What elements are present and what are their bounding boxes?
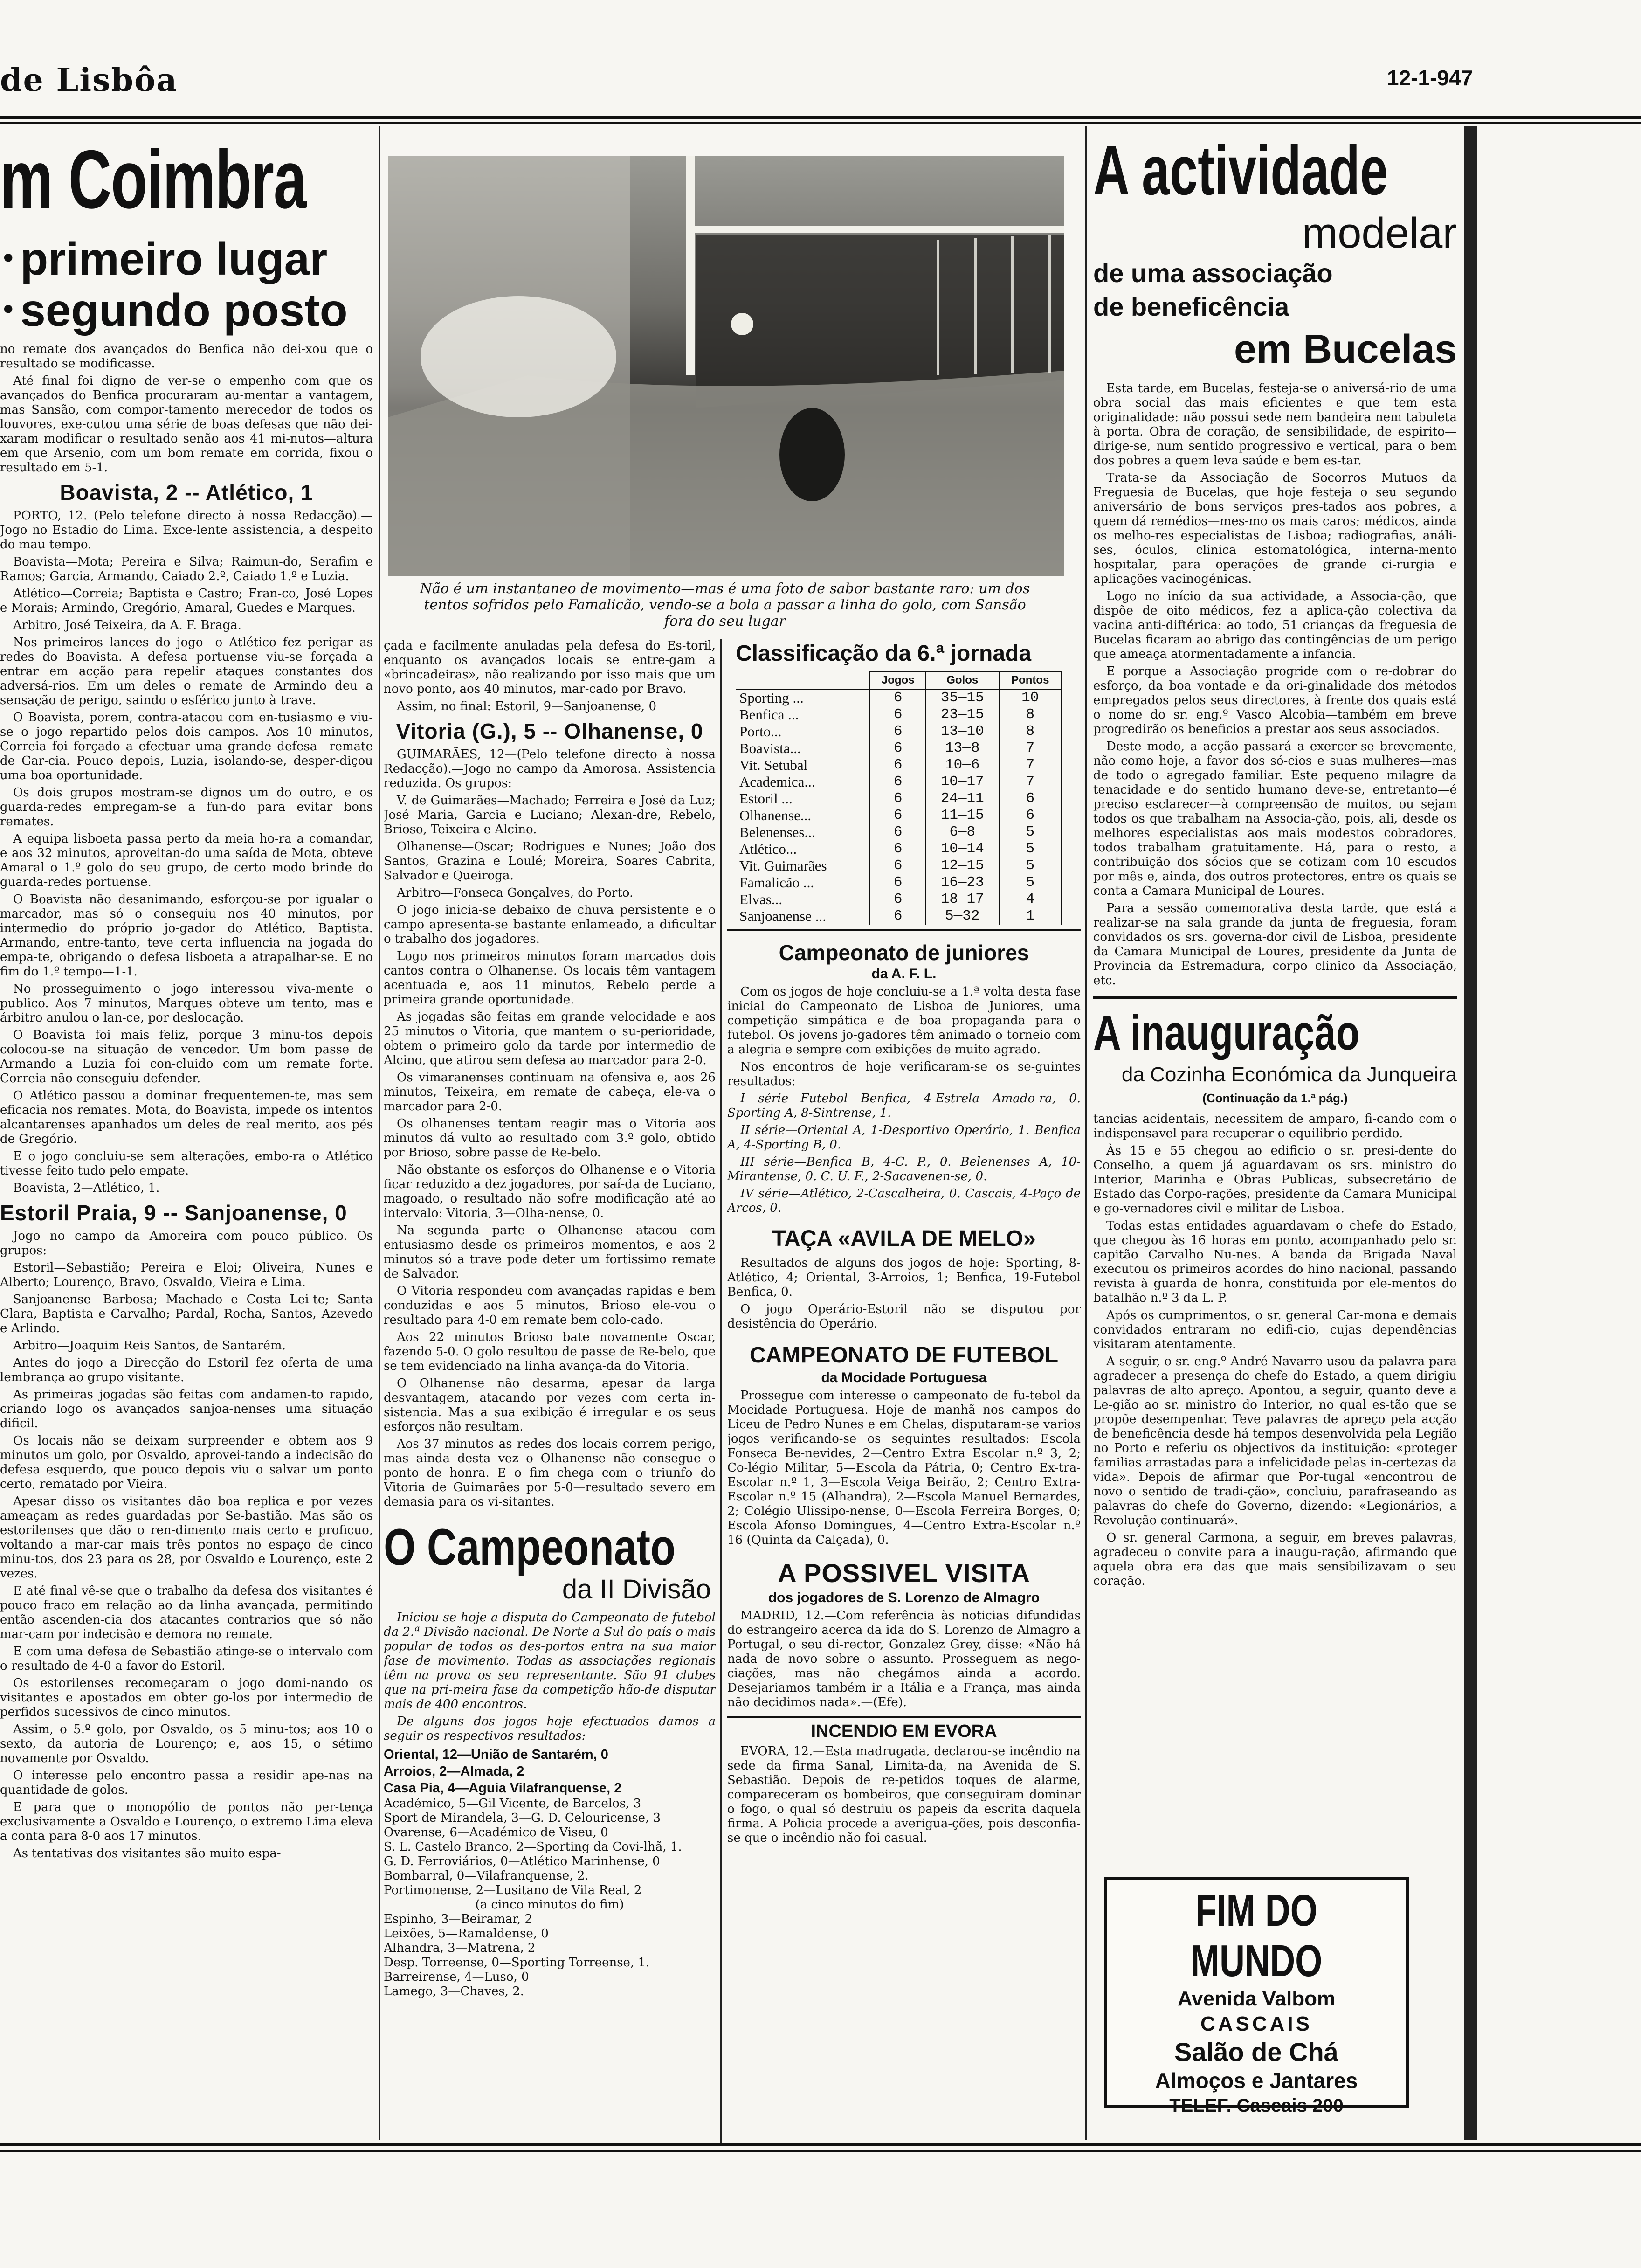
right-headline-3: de uma associação: [1093, 258, 1333, 288]
paragraph: EVORA, 12.—Esta madrugada, declarou-se incêndio na sede da firma Sanal, Limita-da, na Avenida de S. Sebastião. Depois de re-petidos toques de alarme, compareceram os bombeiros, que conseguiram dominar o fogo, o qual só destruiu os papeis da escrita daquela firma. A Policia procede a averigua-ções, pois desconfia-se que o incêndio não foi casual.: [727, 1744, 1081, 1845]
standings-cell-team: Sporting ...: [736, 689, 870, 706]
standings-cell-pontos: 1: [999, 908, 1062, 925]
standings-row: [736, 908, 1062, 925]
standings-cell-team: Olhanense...: [736, 807, 870, 824]
standings-cell-team: Academica...: [736, 774, 870, 790]
column-rule: [720, 639, 722, 2145]
standings-cell-pontos: 5: [999, 841, 1062, 857]
standings-cell-team: Boavista...: [736, 740, 870, 757]
incendio-headline: INCENDIO EM EVORA: [811, 1722, 997, 1741]
paragraph: Os olhanenses tentam reagir mas o Vitoria aos minutos dá vulto ao resultado com 3.º golo, obtido por Brioso, sobre passe de Re-belo.: [384, 1117, 716, 1160]
paragraph: Esta tarde, em Bucelas, festeja-se o aniversá-rio de uma obra social das mais eficientes e que tem esta originalidade: não possui sede nem bandeira nem tabuleta à porta. Obra de coração, de sensibilidade, de espirito—dirige-se, num sentido progressivo e vertical, para o bem dos pobres a quem leva saúde e bem es-tar.: [1093, 381, 1457, 468]
standings-cell-team: Elvas...: [736, 891, 870, 908]
paragraph: O Boavista foi mais feliz, porque 3 minu-tos depois colocou-se na situação de vencedor. Um bom passe de Armando a Luzia foi con-cluido com um remate forte. Correia não conseguiu defender.: [0, 1028, 373, 1086]
left-column: [0, 131, 373, 2136]
standings-row: [736, 757, 1062, 774]
standings-cell-jogos: 6: [870, 723, 925, 740]
standings-cell-pontos: 5: [999, 874, 1062, 891]
continuation-note: (Continuação da 1.ª pág.): [1202, 1091, 1348, 1105]
standings-cell-golos: 12—15: [926, 857, 999, 874]
paragraph: As primeiras jogadas são feitas com andamen-to rapido, criando logo os avançados sanjoa-nenses uma situação dificil.: [0, 1388, 373, 1431]
paragraph: O sr. general Carmona, a seguir, em breves palavras, agradeceu o convite para a inaugu-ração, afirmando que aquela obra era das que mais sensibilizavam o seu coração.: [1093, 1531, 1457, 1588]
result-line: Arroios, 2—Almada, 2: [384, 1764, 524, 1779]
result-line: Lamego, 3—Chaves, 2.: [384, 1984, 524, 1998]
ad-line-title: FIM DO MUNDO: [1190, 1886, 1323, 1986]
paragraph: Com os jogos de hoje concluiu-se a 1.ª volta desta fase inicial do Campeonato de Lisboa de Juniores, uma competição simpática e de boa propaganda para o futebol. Os jovens jo-gadores têm animado o torneio com a alegria e sempre com exibições de muito agrado.: [727, 985, 1081, 1057]
result-line: Académico, 5—Gil Vicente, de Barcelos, 3: [384, 1797, 641, 1811]
paragraph: Arbitro—Fonseca Gonçalves, do Porto.: [397, 886, 634, 900]
campeonato-subheadline: da II Divisão: [562, 1574, 711, 1604]
standings-cell-golos: 13—10: [926, 723, 999, 740]
standings-cell-golos: 10—6: [926, 757, 999, 774]
game-headline: Boavista, 2 -- Atlético, 1: [60, 480, 313, 505]
inauguracao-headline: A inauguração: [1093, 1005, 1360, 1060]
standings-cell-jogos: 6: [870, 874, 925, 891]
paragraph: Após os cumprimentos, o sr. general Car-mona e demais convidados entraram no edifi-cio, cujas dependências visitaram atentamente.: [1093, 1308, 1457, 1351]
paragraph: GUIMARÃES, 12—(Pelo telefone directo à nossa Redacção).—Jogo no campo da Amorosa. Assistencia reduzida. Os grupos:: [384, 747, 716, 790]
paragraph: Os locais não se deixam surpreender e obtem aos 9 minutos um golo, por Osvaldo, aprovei-tando a indecisão do defesa esquerdo, que pouco depois viu o salvar um ponto certo, rematado por Vieira.: [0, 1434, 373, 1491]
photo-scene-graphic: [388, 156, 1064, 576]
paragraph: O jogo Operário-Estoril não se disputou por desistência do Operário.: [727, 1302, 1081, 1331]
paragraph: Estoril—Sebastião; Pereira e Eloi; Oliveira, Nunes e Alberto; Lourenço, Bravo, Osvaldo, Vieira e Lima.: [0, 1261, 373, 1289]
standings-cell-jogos: 6: [870, 807, 925, 824]
ad-line: TELEF. Cascais 200: [1169, 2095, 1344, 2116]
standings-row: [736, 824, 1062, 841]
paragraph: Sanjoanense—Barbosa; Machado e Costa Lei-te; Santa Clara, Baptista e Carvalho; Pardal, Rocha, Santos, Azevedo e Arlindo.: [0, 1293, 373, 1335]
paragraph: Apesar disso os visitantes dão boa replica e por vezes ameaçam as redes guardadas por Se-bastião. Mas são os estorilenses que dão o ren-dimento mais certo e proficuo, voltando a mar-car mais três pontos no espaço de cinco minu-tos, dos 23 para os 28, por Osvaldo e Lourenço, este 2 vezes.: [0, 1494, 373, 1581]
standings-cell-jogos: 6: [870, 689, 925, 706]
paragraph: E para que o monopólio de pontos não per-tença exclusivamente a Osvaldo e Lourenço, o extremo Lima eleva a conta para 8-0 aos 17 minutos.: [0, 1800, 373, 1843]
standings-cell-jogos: 6: [870, 757, 925, 774]
standings-cell-golos: 11—15: [926, 807, 999, 824]
paragraph: Atlético—Correia; Baptista e Castro; Fran-co, José Lopes e Morais; Armindo, Gregório, Amaral, Guedes e Marques.: [0, 587, 373, 615]
standings-header: Pontos: [999, 671, 1062, 689]
ad-line: Avenida Valbom: [1177, 1987, 1336, 2010]
paragraph: E com uma defesa de Sebastião atinge-se o intervalo com o resultado de 4-0 a favor do Estoril.: [0, 1645, 373, 1673]
result-line: Desp. Torreense, 0—Sporting Torreense, 1.: [384, 1956, 650, 1970]
standings-cell-jogos: 6: [870, 891, 925, 908]
standings-cell-pontos: 4: [999, 891, 1062, 908]
standings-cell-golos: 6—8: [926, 824, 999, 841]
standings-row: [736, 841, 1062, 857]
paragraph: Todas estas entidades aguardavam o chefe do Estado, que chegou às 16 horas em ponto, acompanhado pelo sr. capitão Carvalho Nu-nes. A banda da Brigada Naval executou os primeiros acordes do hino nacional, passando revista à guarda de honra, constituida por ele-mentos do batalhão n.º 3 da L. P.: [1093, 1219, 1457, 1305]
standings-cell-jogos: 6: [870, 740, 925, 757]
standings-cell-team: Benfica ...: [736, 706, 870, 723]
column-rule: [379, 126, 380, 2140]
masthead-date: 12-1-947: [1387, 66, 1473, 90]
standings-cell-golos: 18—17: [926, 891, 999, 908]
result-line: Oriental, 12—União de Santarém, 0: [384, 1747, 608, 1762]
paragraph: Às 15 e 55 chegou ao edificio o sr. presi-dente do Conselho, a quem já aguardavam os srs. ministro do Interior, Marinha e Obras Publicas, subsecretário de Estado das Corpo-rações, presidente da Camara Municipal e go-vernadores civil e militar de Lisboa.: [1093, 1144, 1457, 1216]
paragraph: Olhanense—Oscar; Rodrigues e Nunes; João dos Santos, Grazina e Loulé; Moreira, Soares Cabrita, Salvador e Queiroga.: [384, 840, 716, 883]
page-bottom-rule-thin: [0, 2150, 1641, 2152]
result-line: Alhandra, 3—Matrena, 2: [384, 1941, 536, 1955]
result-line: (a cinco minutos do fim): [475, 1898, 624, 1912]
paragraph: Os vimaranenses continuam na ofensiva e, aos 26 minutos, Teixeira, em remate de cabeça, ele-va o marcador para 2-0.: [384, 1071, 716, 1113]
paragraph: O jogo inicia-se debaixo de chuva persistente e o campo apresenta-se bastante enlameado, a dificultar o trabalho dos jogadores.: [384, 903, 716, 946]
paragraph: II série—Oriental A, 1-Desportivo Operário, 1. Benfica A, 4-Sporting B, 0.: [727, 1123, 1081, 1152]
right-headline-2: modelar: [1302, 209, 1457, 257]
paragraph: Boavista, 2—Atlético, 1.: [13, 1181, 160, 1195]
standings-cell-pontos: 6: [999, 807, 1062, 824]
masthead-rule: [0, 116, 1641, 119]
mocidade-headline: CAMPEONATO DE FUTEBOL: [749, 1343, 1059, 1368]
standings-cell-jogos: 6: [870, 790, 925, 807]
standings-cell-team: Estoril ...: [736, 790, 870, 807]
result-line: Bombarral, 0—Vilafranquense, 2.: [384, 1869, 589, 1883]
mocidade-sub: da Mocidade Portuguesa: [821, 1370, 987, 1385]
result-line: Ovarense, 6—Académico de Viseu, 0: [384, 1825, 608, 1839]
juniores-headline: Campeonato de juniores: [779, 940, 1029, 965]
result-line: Casa Pia, 4—Aguia Vilafranquense, 2: [384, 1781, 622, 1796]
paragraph: tancias acidentais, necessitem de amparo, fi-cando com o indispensavel para recuperar o equilibrio perdido.: [1093, 1112, 1457, 1141]
bullet-icon: •: [0, 242, 17, 275]
standings-cell-pontos: 5: [999, 824, 1062, 841]
standings-row: [736, 740, 1062, 757]
inauguracao-sub: da Cozinha Económica da Junqueira: [1121, 1063, 1457, 1086]
right-headline-5: em Bucelas: [1234, 327, 1457, 372]
right-column: [1093, 131, 1457, 2136]
taca-headline: TAÇA «AVILA DE MELO»: [772, 1226, 1036, 1251]
standings-cell-pontos: 5: [999, 857, 1062, 874]
campeonato-headline: O Campeonato: [384, 1519, 676, 1576]
right-headline-4: de beneficência: [1093, 292, 1289, 321]
game-headline: Vitoria (G.), 5 -- Olhanense, 0: [396, 719, 703, 743]
standings-cell-pontos: 6: [999, 790, 1062, 807]
game-headline: Estoril Praia, 9 -- Sanjoanense, 0: [0, 1201, 347, 1225]
paragraph: I série—Futebol Benfica, 4-Estrela Amado-ra, 0. Sporting A, 8-Sintrense, 1.: [727, 1092, 1081, 1120]
standings-cell-jogos: 6: [870, 841, 925, 857]
paragraph: Assim, o 5.º golo, por Osvaldo, os 5 minu-tos; aos 10 o sexto, da autoria de Lourenço; e, aos 15, o sétimo novamente por Osvaldo.: [0, 1722, 373, 1765]
result-line: G. D. Ferroviários, 0—Atlético Marinhense, 0: [384, 1854, 660, 1868]
paragraph: no remate dos avançados do Benfica não dei-xou que o resultado se modificasse.: [0, 342, 373, 371]
advertisement-box: [1104, 1877, 1409, 2116]
paragraph: Iniciou-se hoje a disputa do Campeonato de futebol da 2.ª Divisão nacional. De Norte a Sul do país o mais popular de todos os des-portos entra na sua maior fase de movimento. Todas as associações regionais têm na prova os seu representante. São 91 clubes que na pri-meira fase da competição hão-de disputar mais de 400 encontros.: [384, 1611, 716, 1711]
result-line: Barreirense, 4—Luso, 0: [384, 1970, 529, 1984]
masthead-title: de Lisbôa: [0, 62, 178, 99]
standings-cell-jogos: 6: [870, 706, 925, 723]
left-subhead-second: segundo posto: [20, 284, 348, 336]
standings-cell-jogos: 6: [870, 857, 925, 874]
standings-cell-pontos: 8: [999, 723, 1062, 740]
paragraph: Para a sessão comemorativa desta tarde, que está a realizar-se na sala grande da junta de freguesia, foram convidados os srs. governa-dor civil de Lisboa, presidente da Camara Municipal de Loures, presidente da Junta de Provincia da Estremadura, corpo clinico da Associação, etc.: [1093, 901, 1457, 988]
paragraph: Na segunda parte o Olhanense atacou com entusiasmo desde os primeiros momentos, e aos 2 minutos só a trave pode deter um fortissimo remate de Salvador.: [384, 1224, 716, 1281]
paragraph: Deste modo, a acção passará a exercer-se brevemente, não como hoje, a favor dos só-cios e suas mulheres—mas de todo o agregado familiar. Este pequeno milagre da tenacidade e do sentido humano deve-se, entretanto—é preciso esclarecer—à compreensão de muitos, ou sejam todos os que trabalham na Associa-ção, pois, ali, desde os melhores especialistas aos mais modestos cobradores, todos trabalham gratuitamente. Há, para o resto, a contribuição dos sócios que se cotizam com 10 escudos por mês e, ainda, dos outros protectores, entre os quais se conta a Camara Municipal de Loures.: [1093, 740, 1457, 898]
standings-cell-team: Sanjoanense ...: [736, 908, 870, 925]
paragraph: Trata-se da Associação de Socorros Mutuos da Freguesia de Bucelas, que hoje festeja o seu segundo aniversário de bons serviços pres-tados aos pobres, a quem dá remédios—mes-mo os mais caros; médicos, ainda os melho-res especialistas de Lisboa; radiografias, análi-ses, óculos, clinica estomatológica, interna-mento hospitalar, para operações de grande ci-rurgia e aplicações vacinogénicas.: [1093, 471, 1457, 586]
middle-left-column: [384, 639, 716, 2140]
standings-cell-golos: 10—14: [926, 841, 999, 857]
left-banner-headline: m Coimbra: [0, 133, 306, 226]
standings-row: [736, 790, 1062, 807]
game-report: [0, 1229, 373, 1861]
paragraph: Os dois grupos mostram-se dignos um do outro, e os guarda-redes empregam-se a fun-do para evitar bons remates.: [0, 786, 373, 829]
standings-header: Jogos: [870, 671, 925, 689]
standings-cell-team: Belenenses...: [736, 824, 870, 841]
standings-cell-team: Vit. Guimarães: [736, 857, 870, 874]
result-line: Leixões, 5—Ramaldense, 0: [384, 1927, 549, 1941]
ad-line: CASCAIS: [1200, 2012, 1313, 2035]
paragraph: Aos 22 minutos Brioso bate novamente Oscar, fazendo 5-0. O golo resultou de passe de Re-belo, que se tem evidenciado na linha avança-da do Vitoria.: [384, 1330, 716, 1373]
result-line: Portimonense, 2—Lusitano de Vila Real, 2: [384, 1883, 642, 1897]
paragraph: Assim, no final: Estoril, 9—Sanjoanense, 0: [397, 699, 657, 713]
possivel-headline: A POSSIVEL VISITA: [778, 1558, 1030, 1588]
standings-cell-jogos: 6: [870, 824, 925, 841]
paragraph: Logo no início da sua actividade, a Associa-ção, que dispõe de oito médicos, fez a aplica-ção colectiva da vacina anti-diftérica: ao todo, 51 crianças da freguesia de Bucelas ficaram ao abrigo das contingências de um perigo que ameaça atormentadamente a infancia.: [1093, 589, 1457, 661]
possivel-sub: dos jogadores de S. Lorenzo de Almagro: [768, 1590, 1040, 1605]
paragraph: No prosseguimento o jogo interessou viva-mente o publico. Aos 7 minutos, Marques obteve um tento, mas e árbitro anulou o lan-ce, por deslocação.: [0, 982, 373, 1025]
result-line: Sport de Mirandela, 3—G. D. Celouricense, 3: [384, 1811, 661, 1825]
ad-line: Salão de Chá: [1174, 2037, 1338, 2067]
standings-cell-jogos: 6: [870, 774, 925, 790]
paragraph: IV série—Atlético, 2-Cascalheira, 0. Cascais, 4-Paço de Arcos, 0.: [727, 1187, 1081, 1215]
left-intro: [0, 342, 373, 475]
paragraph: III série—Benfica B, 4-C. P., 0. Belenenses A, 10-Mirantense, 0. C. U. F., 2-Sacavenen-se, 0.: [727, 1155, 1081, 1183]
paragraph: O Atlético passou a dominar frequentemen-te, mas sem eficacia nos remates. Mota, do Boavista, impede os intentos alcantarenses apanhados um deles de real merito, aos pés de Gregório.: [0, 1089, 373, 1146]
standings-title: Classificação da 6.ª jornada: [736, 641, 1032, 666]
bullet-icon: •: [0, 294, 17, 326]
standings-cell-golos: 23—15: [926, 706, 999, 723]
standings-cell-golos: 35—15: [926, 689, 999, 706]
column-rule: [1085, 126, 1087, 2140]
paragraph: Resultados de alguns dos jogos de hoje: Sporting, 8-Atlético, 4; Oriental, 3-Arroios, 1; Benfica, 19-Futebol Benfica, 0.: [727, 1256, 1081, 1299]
standings-row: [736, 891, 1062, 908]
standings-cell-golos: 5—32: [926, 908, 999, 925]
paragraph: Boavista—Mota; Pereira e Silva; Raimun-do, Serafim e Ramos; Garcia, Armando, Caiado 2.º, Caiado 1.º e Luzia.: [0, 555, 373, 583]
paragraph: Antes do jogo a Direcção do Estoril fez oferta de uma lembrança ao grupo visitante.: [0, 1356, 373, 1384]
result-line: S. L. Castelo Branco, 2—Sporting da Covi-lhã, 1.: [384, 1840, 682, 1854]
paragraph: Os estorilenses recomeçaram o jogo domi-nando os visitantes e apostados em obter go-los por intermedio de perfidos sucessivos de cinco minutos.: [0, 1676, 373, 1719]
left-subhead-first: primeiro lugar: [20, 233, 328, 284]
paragraph: E o jogo concluiu-se sem alterações, embo-ra o Atlético tivesse feito tudo pelo empate.: [0, 1149, 373, 1178]
paragraph: Até final foi digno de ver-se o empenho com que os avançados do Benfica procuraram au-mentar a vantagem, mas Sansão, com compor-tamento merecedor de todos os louvores, exe-cutou uma série de boas defesas que não dei-xaram modificar o resultado senão aos 41 mi-nutos—altura em que Arsenio, com um bom remate em corrida, fixou o resultado em 5-1.: [0, 374, 373, 475]
paragraph: Não obstante os esforços do Olhanense e o Vitoria ficar reduzido a dez jogadores, por saí-da de Luciano, magoado, o resultado não sofre modificação até ao intervalo: Vitoria, 3—Olha-nense, 0.: [384, 1163, 716, 1220]
page-edge-rule: [1464, 126, 1477, 2140]
standings-cell-golos: 16—23: [926, 874, 999, 891]
middle-right-column: [727, 639, 1081, 2140]
masthead-rule-thin: [0, 122, 1641, 124]
paragraph: O interesse pelo encontro passa a residir ape-nas na quantidade de golos.: [0, 1769, 373, 1797]
paragraph: O Boavista, porem, contra-atacou com en-tusiasmo e viu-se o jogo repartido pelos dois campos. Aos 10 minutos, Correia foi forçado a efectuar uma grande defesa—remate de Gar-cia. Pouco depois, Luzia, isolando-se, desper-diçou uma boa oportunidade.: [0, 711, 373, 782]
standings-cell-pontos: 7: [999, 774, 1062, 790]
photo-caption: Não é um instantaneo de movimento—mas é uma foto de sabor bastante raro: um dos tentos sofridos pelo Famalicão, vendo-se a bola a passar a linha do golo, com Sansão fora do seu lugar: [420, 581, 1030, 629]
standings-row: [736, 706, 1062, 723]
standings-cell-team: Vit. Setubal: [736, 757, 870, 774]
standings-cell-pontos: 7: [999, 740, 1062, 757]
standings-row: [736, 807, 1062, 824]
paragraph: Nos encontros de hoje verificaram-se os se-guintes resultados:: [727, 1060, 1081, 1088]
ad-line: Almoços e Jantares: [1155, 2068, 1358, 2093]
standings-row: [736, 689, 1062, 706]
standings-row: [736, 774, 1062, 790]
paragraph: A equipa lisboeta passa perto da meia ho-ra a comandar, e aos 32 minutos, aproveitan-do uma saída de Mota, obteve Amaral o 1.º golo do seu grupo, de certo modo brinde do guarda-redes portuense.: [0, 832, 373, 889]
paragraph: Prossegue com interesse o campeonato de fu-tebol da Mocidade Portuguesa. Hoje de manhã nos campos do Liceu de Pedro Nunes e em Chelas, disputaram-se varios jogos verificando-se os seguintes resultados: Escola Fonseca Be-nevides, 2—Centro Extra Escolar n.º 3, 2; Co-légio Militar, 5—Escola da Pátria, 0; Centro Ex-tra-Escolar n.º 1, 3—Escola Veiga Beirão, 2; Centro Extra-Escolar n.º 15 (Alhandra), 2—Escola Manuel Bernardes, 2; Colégio Ulissipo-nense, 0—Escola Ferreira Borges, 0; Escola Afonso Domingues, 4—Centro Extra-Escolar n.º 16 (Quinta da Calçada), 0.: [727, 1389, 1081, 1547]
paragraph: Arbitro, José Teixeira, da A. F. Braga.: [13, 618, 241, 632]
paragraph: O Boavista não desanimando, esforçou-se por igualar o marcador, mas só o conseguiu nos 40 minutos, por intermedio do próprio jo-gador do Atlético, Baptista. Armando, entre-tanto, teve certa influencia na jogada do empa-te, obrigando o defesa lisboeta a atrapalhar-se. E no fim do 1.º tempo—1-1.: [0, 892, 373, 979]
standings-header-team: [736, 671, 870, 689]
right-headline-1: A actividade: [1093, 131, 1388, 209]
paragraph: Aos 37 minutos as redes dos locais correm perigo, mas ainda desta vez o Olhanense não consegue o ponto de honra. E o fim chega com o triunfo do Vitoria de Guimarães por 5-0—resultado severo em demasia para os vi-sitantes.: [384, 1437, 716, 1509]
standings-cell-team: Porto...: [736, 723, 870, 740]
paragraph: PORTO, 12. (Pelo telefone directo à nossa Redacção).—Jogo no Estadio do Lima. Exce-lente assistencia, a despeito do mau tempo.: [0, 509, 373, 552]
result-line: Espinho, 3—Beiramar, 2: [384, 1912, 533, 1926]
paragraph: As tentativas dos visitantes são muito espa-: [13, 1846, 281, 1860]
paragraph: O Vitoria respondeu com avançadas rapidas e bem conduzidas e aos 5 minutos, Brioso ele-vou o resultado para 4-0 em remate bem colo-cado.: [384, 1284, 716, 1327]
standings-table: [736, 671, 1062, 925]
standings-cell-team: Famalicão ...: [736, 874, 870, 891]
standings-row: [736, 857, 1062, 874]
standings-cell-pontos: 10: [999, 689, 1062, 706]
news-photo: [388, 156, 1064, 576]
paragraph: Jogo no campo da Amoreira com pouco público. Os grupos:: [0, 1229, 373, 1258]
page-bottom-rule: [0, 2143, 1641, 2146]
standings-cell-golos: 24—11: [926, 790, 999, 807]
results-list: [384, 1746, 716, 1999]
paragraph: Nos primeiros lances do jogo—o Atlético fez perigar as redes do Boavista. A defesa portuense viu-se forçada a entrar em acção para repelir ataques constantes dos adversá-rios. Em um deles o remate de Armindo deu a sensação de perigo, saindo o esférico junto à trave.: [0, 636, 373, 707]
standings-cell-team: Atlético...: [736, 841, 870, 857]
paragraph: As jogadas são feitas em grande velocidade e aos 25 minutos o Vitoria, que mantem o su-perioridade, obtem o primeiro golo da tarde por intermedio de Alcino, que atirou sem defesa ao marcador para 2-0.: [384, 1010, 716, 1067]
juniores-sub: da A. F. L.: [871, 966, 937, 982]
paragraph: De alguns dos jogos hoje efectuados damos a seguir os respectivos resultados:: [384, 1715, 716, 1743]
standings-row: [736, 723, 1062, 740]
standings-cell-pontos: 8: [999, 706, 1062, 723]
paragraph: Arbitro—Joaquim Reis Santos, de Santarém.: [13, 1339, 286, 1353]
paragraph: E porque a Associação progride com o re-dobrar do esforço, da boa vontade e da ori-ginalidade dos métodos empregados pelos seus directores, à frente dos quais está o nome do sr. eng.º Vasco Alcobia—também em breve progredirão os beneficios a prestar aos seus associados.: [1093, 664, 1457, 736]
paragraph: O Olhanense não desarma, apesar da larga desvantagem, atacando por vezes com certa in-sistencia. Mas a sua exibição é irregular e os seus esforços não resultam.: [384, 1376, 716, 1434]
standings-cell-jogos: 6: [870, 908, 925, 925]
standings-cell-pontos: 7: [999, 757, 1062, 774]
paragraph: A seguir, o sr. eng.º André Navarro usou da palavra para agradecer a presença do chefe do Estado, a quem dirigiu palavras de alto apreço. Apontou, a seguir, quanto deve a Le-gião ao sr. ministro do Interior, no qual es-tão que se propõe desempenhar. Teve palavras de apreço pela acção de beneficência desde há tempos desenvolvida pela Legião no Porto e referiu os objectivos da instituição: «proteger familias arrastadas para a infelicidade pelas in-certezas da vida». Depois de afirmar que Por-tugal «encontrou de novo o sentido de tradi-ção», concluiu, parafraseando as palavras do chefe do Governo, dizendo: «Legionários, a Revolução continuará».: [1093, 1355, 1457, 1528]
paragraph: V. de Guimarães—Machado; Ferreira e José da Luz; José Maria, Garcia e Luciano; Alexan-dre, Rebelo, Brioso, Teixeira e Alcino.: [384, 794, 716, 837]
paragraph: MADRID, 12.—Com referência às noticias difundidas do estrangeiro acerca da ida do S. Lorenzo de Almagro a Portugal, o seu di-rector, Gonzalez Grey, disse: «Não há nada de novo sobre o assunto. Prosseguem as nego-ciações, mas não chegámos ainda a acordo. Desejariamos também ir a Itália e a França, mas ainda não decidimos nada».—(Efe).: [727, 1609, 1081, 1709]
paragraph: çada e facilmente anuladas pela defesa do Es-toril, enquanto os avançados locais se entre-gam a «brincadeiras», não realizando por isso mais que um novo ponto, aos 40 minutos, mar-cado por Bravo.: [384, 639, 716, 696]
paragraph: Logo nos primeiros minutos foram marcados dois cantos contra o Olhanense. Os locais têm vantagem acentuada e, aos 11 minutos, Rebelo perde a primeira grande oportunidade.: [384, 949, 716, 1007]
paragraph: E até final vê-se que o trabalho da defesa dos visitantes é pouco fraco em relação ao da linha avançada, permitindo então ascenden-cia dos atacantes contrarios que só não mar-cam por indecisão e demora no remate.: [0, 1584, 373, 1641]
standings-cell-golos: 10—17: [926, 774, 999, 790]
standings-row: [736, 874, 1062, 891]
standings-cell-golos: 13—8: [926, 740, 999, 757]
standings-header: Golos: [926, 671, 999, 689]
game-report: [0, 509, 373, 1196]
